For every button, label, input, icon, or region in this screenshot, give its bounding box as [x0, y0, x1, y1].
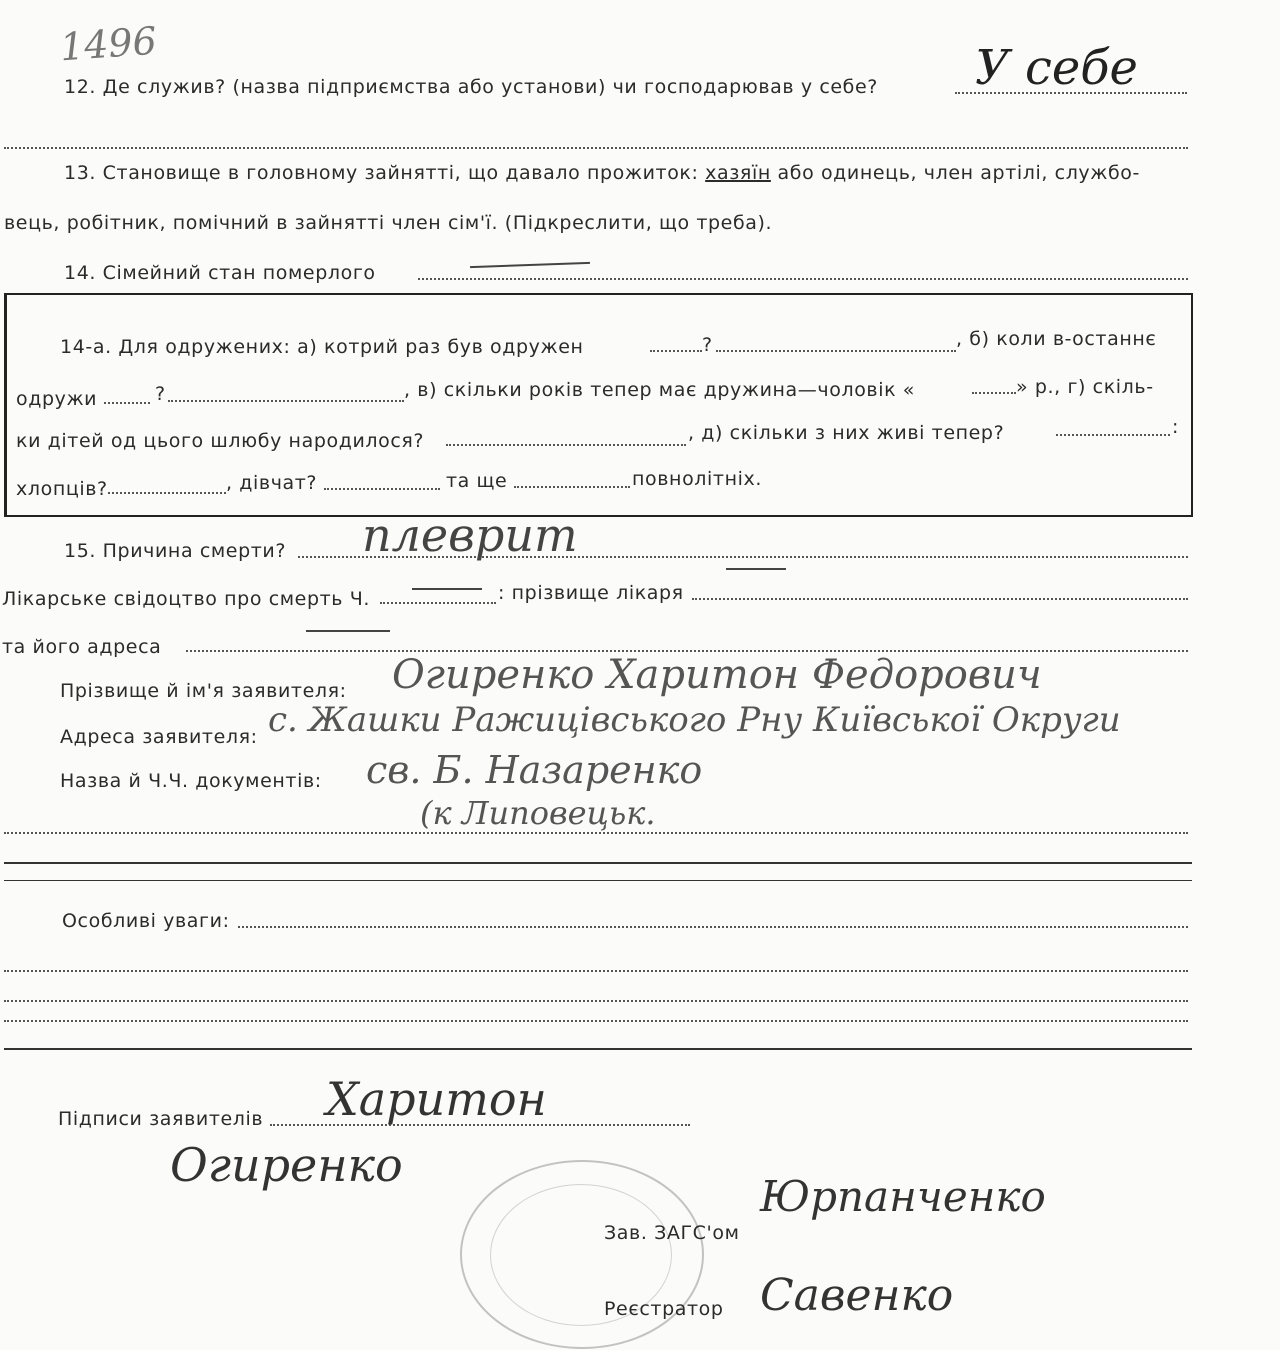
- signature-1: Харитон: [326, 1072, 547, 1126]
- head-signature: Юрпанченко: [760, 1172, 1046, 1221]
- doctor-address-dash: [306, 630, 390, 632]
- applicant-docs-label: Назва й Ч.Ч. документів:: [60, 770, 322, 792]
- notes-label: Особливі уваги:: [62, 910, 230, 932]
- signature-2: Огиренко: [170, 1138, 403, 1192]
- applicant-address-label: Адреса заявителя:: [60, 726, 258, 748]
- corner-note: 1496: [58, 18, 159, 70]
- q14a-line1-b: , б) коли в-останнє: [956, 328, 1157, 350]
- q14a-line4-c: та ще: [446, 470, 508, 492]
- q14a-line3-a: ки дітей од цього шлюбу народилося?: [16, 430, 425, 452]
- q14a-dots-8: [108, 492, 226, 494]
- q14a-line1-q: ?: [702, 334, 713, 356]
- q14a-dots-5: [972, 392, 1016, 394]
- section-divider-1: [4, 862, 1192, 864]
- q14a-dots-6: [446, 444, 686, 446]
- q13-line1-pre: 13. Становище в головному зайнятті, що давало прожиток:: [64, 162, 706, 184]
- applicant-name-label: Прізвище й ім'я заявителя:: [60, 680, 347, 702]
- q14-answer-dash: [470, 262, 590, 268]
- doctor-dots-2: [692, 598, 1188, 600]
- applicant-address-value: с. Жашки Ражицівського Рну Київської Округи: [268, 700, 1121, 740]
- q14a-line3-c: :: [1172, 416, 1180, 438]
- q14a-line2-q: ?: [155, 383, 166, 405]
- q12-answer: У себе: [975, 40, 1138, 96]
- doctor-line1-a: Лікарське свідоцтво про смерть Ч.: [2, 588, 370, 610]
- q14a-dots-4: [168, 400, 404, 402]
- doctor-line1-b: : прізвище лікаря: [498, 582, 684, 604]
- q14a-line3-b: , д) скільки з них живі тепер?: [688, 422, 1005, 444]
- q14a-dots-3: [104, 402, 150, 404]
- notes-line-2: [4, 970, 1188, 972]
- signatures-label: Підписи заявителів: [58, 1108, 264, 1130]
- doctor-number-dash: [412, 588, 482, 590]
- q14a-dots-1: [650, 350, 702, 352]
- q14a-box: [4, 293, 1193, 517]
- doctor-line2: та його адреса: [2, 636, 162, 658]
- applicant-docs-value-2: (к Липовецьк.: [420, 794, 656, 832]
- q14-label: 14. Сімейний стан померлого: [64, 262, 376, 284]
- applicant-name-value: Огиренко Харитон Федорович: [392, 652, 1042, 698]
- q14a-line2-b: , в) скільки років тепер має дружина—чоловік «: [404, 379, 916, 401]
- head-label: Зав. ЗАГС'ом: [604, 1222, 740, 1244]
- registrar-label: Реєстратор: [604, 1298, 724, 1320]
- doctor-name-dash: [726, 568, 786, 570]
- q14a-dots-9: [324, 488, 440, 490]
- q12-continuation-line: [4, 147, 1188, 149]
- q13-underlined-option: хазяїн: [705, 162, 771, 184]
- q14a-line4-d: повнолітніх.: [632, 468, 762, 490]
- q14a-line2-a: одружи: [16, 388, 98, 410]
- notes-line-4: [4, 1020, 1188, 1022]
- q12-label: 12. Де служив? (назва підприємства або установи) чи господарював у себе?: [64, 76, 878, 98]
- q14a-dots-2: [716, 350, 956, 352]
- q14-answer-line: [418, 278, 1188, 280]
- q13-line1: [64, 162, 1140, 184]
- applicant-docs-value-1: св. Б. Назаренко: [366, 748, 703, 792]
- q13-line1-post: або одинець, член артілі, службо-: [770, 162, 1140, 184]
- q14a-line2-c: » р., г) скіль-: [1016, 376, 1154, 398]
- docs-continuation-line: [4, 832, 1188, 834]
- q14a-line4-b: , дівчат?: [226, 472, 318, 494]
- q13-line2: вець, робітник, помічний в зайнятті член сім'ї. (Підкреслити, що треба).: [4, 212, 773, 234]
- notes-line-1: [238, 926, 1188, 928]
- q15-answer: плеврит: [362, 508, 578, 562]
- section-divider-2: [4, 880, 1192, 881]
- doctor-dots-1: [380, 602, 496, 604]
- q14a-line4-a: хлопців?: [16, 478, 108, 500]
- q14a-dots-7: [1056, 434, 1170, 436]
- notes-line-3: [4, 1000, 1188, 1002]
- registrar-signature: Савенко: [760, 1270, 954, 1321]
- official-seal: [460, 1160, 704, 1349]
- q15-label: 15. Причина смерти?: [64, 540, 287, 562]
- q14a-dots-10: [514, 486, 630, 488]
- section-divider-3: [4, 1048, 1192, 1050]
- q14a-line1-a: 14-а. Для одружених: а) котрий раз був одружен: [60, 336, 584, 358]
